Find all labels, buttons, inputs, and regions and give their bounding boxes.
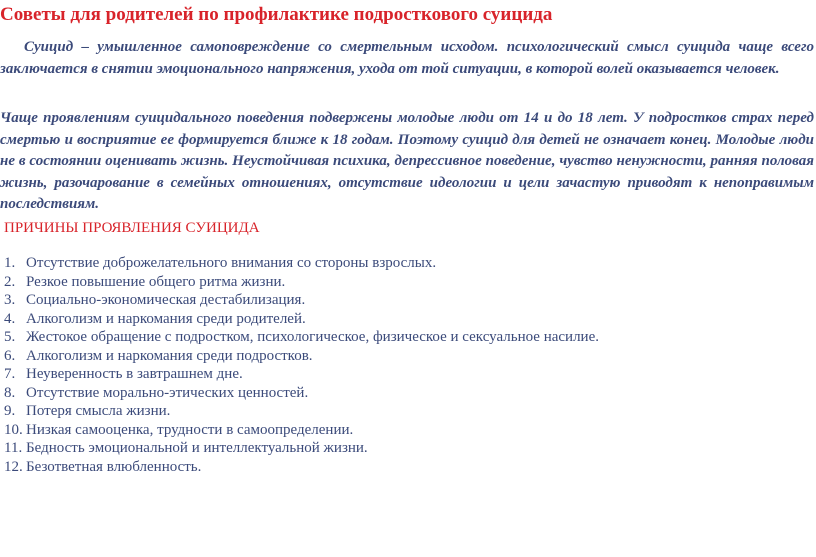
list-item-number: 2. xyxy=(4,273,16,290)
intro-paragraph-age-risk: Чаще проявлениям суицидального поведения подвержены молодые люди от 14 и до 18 лет. У подростков страх перед смертью и восприятие ее формируется ближе к 18 годам. Поэтому суицид для детей не означает конец. Молодые люди не в состоянии оценивать жизнь. Неустойчивая психика, депрессивное поведение, чувство ненужности, ранняя половая жизнь, разочарование в семейных отношениях, отсутствие идеологии и цели зачастую приводят к непоправимым последствиям. xyxy=(0,110,814,212)
list-item-number: 12. xyxy=(4,458,23,475)
list-item-number: 8. xyxy=(4,384,16,401)
list-item-number: 1. xyxy=(4,255,16,271)
list-item-text: Неуверенность в завтрашнем дне. xyxy=(26,366,243,382)
list-item xyxy=(4,273,599,292)
list-item-text: Безответная влюбленность. xyxy=(26,458,202,475)
list-item xyxy=(4,328,599,347)
list-item-number: 6. xyxy=(4,347,16,364)
list-item xyxy=(4,421,599,440)
list-item-text: Резкое повышение общего ритма жизни. xyxy=(26,273,286,290)
list-item-number: 4. xyxy=(4,310,16,327)
list-item-text: Алкоголизм и наркомания среди подростков. xyxy=(26,347,313,364)
list-item xyxy=(4,254,599,273)
list-item xyxy=(4,439,599,458)
list-item xyxy=(4,384,599,403)
list-item xyxy=(4,458,599,477)
list-item xyxy=(4,291,599,310)
list-item-number: 5. xyxy=(4,329,16,345)
list-item-text: Жестокое обращение с подростком, психологическое, физическое и сексуальное насилие. xyxy=(26,329,599,345)
document-title: Советы для родителей по профилактике подросткового суицида xyxy=(0,4,553,25)
list-item xyxy=(4,310,599,329)
list-item-text: Социально-экономическая дестабилизация. xyxy=(26,292,306,308)
list-item-number: 10. xyxy=(4,421,23,438)
causes-list xyxy=(4,254,599,476)
list-item-text: Алкоголизм и наркомания среди родителей. xyxy=(26,310,306,327)
list-item-text: Низкая самооценка, трудности в самоопределении. xyxy=(26,421,354,438)
list-item-number: 7. xyxy=(4,366,16,382)
intro-paragraph-definition: Суицид – умышленное самоповреждение со смертельным исходом. психологический смысл суицида чаще всего заключается в снятии эмоционального напряжения, ухода от той ситуации, в которой волей оказывается человек. xyxy=(0,39,814,77)
causes-heading: ПРИЧИНЫ ПРОЯВЛЕНИЯ СУИЦИДА xyxy=(4,220,260,236)
list-item-number: 3. xyxy=(4,292,16,308)
list-item xyxy=(4,402,599,421)
list-item-number: 9. xyxy=(4,403,16,419)
list-item xyxy=(4,347,599,366)
list-item xyxy=(4,365,599,384)
list-item-text: Бедность эмоциональной и интеллектуальной жизни. xyxy=(26,440,368,456)
list-item-text: Отсутствие доброжелательного внимания со стороны взрослых. xyxy=(26,255,437,271)
list-item-text: Отсутствие морально-этических ценностей. xyxy=(26,384,309,401)
list-item-text: Потеря смысла жизни. xyxy=(26,403,171,419)
list-item-number: 11. xyxy=(4,440,23,456)
